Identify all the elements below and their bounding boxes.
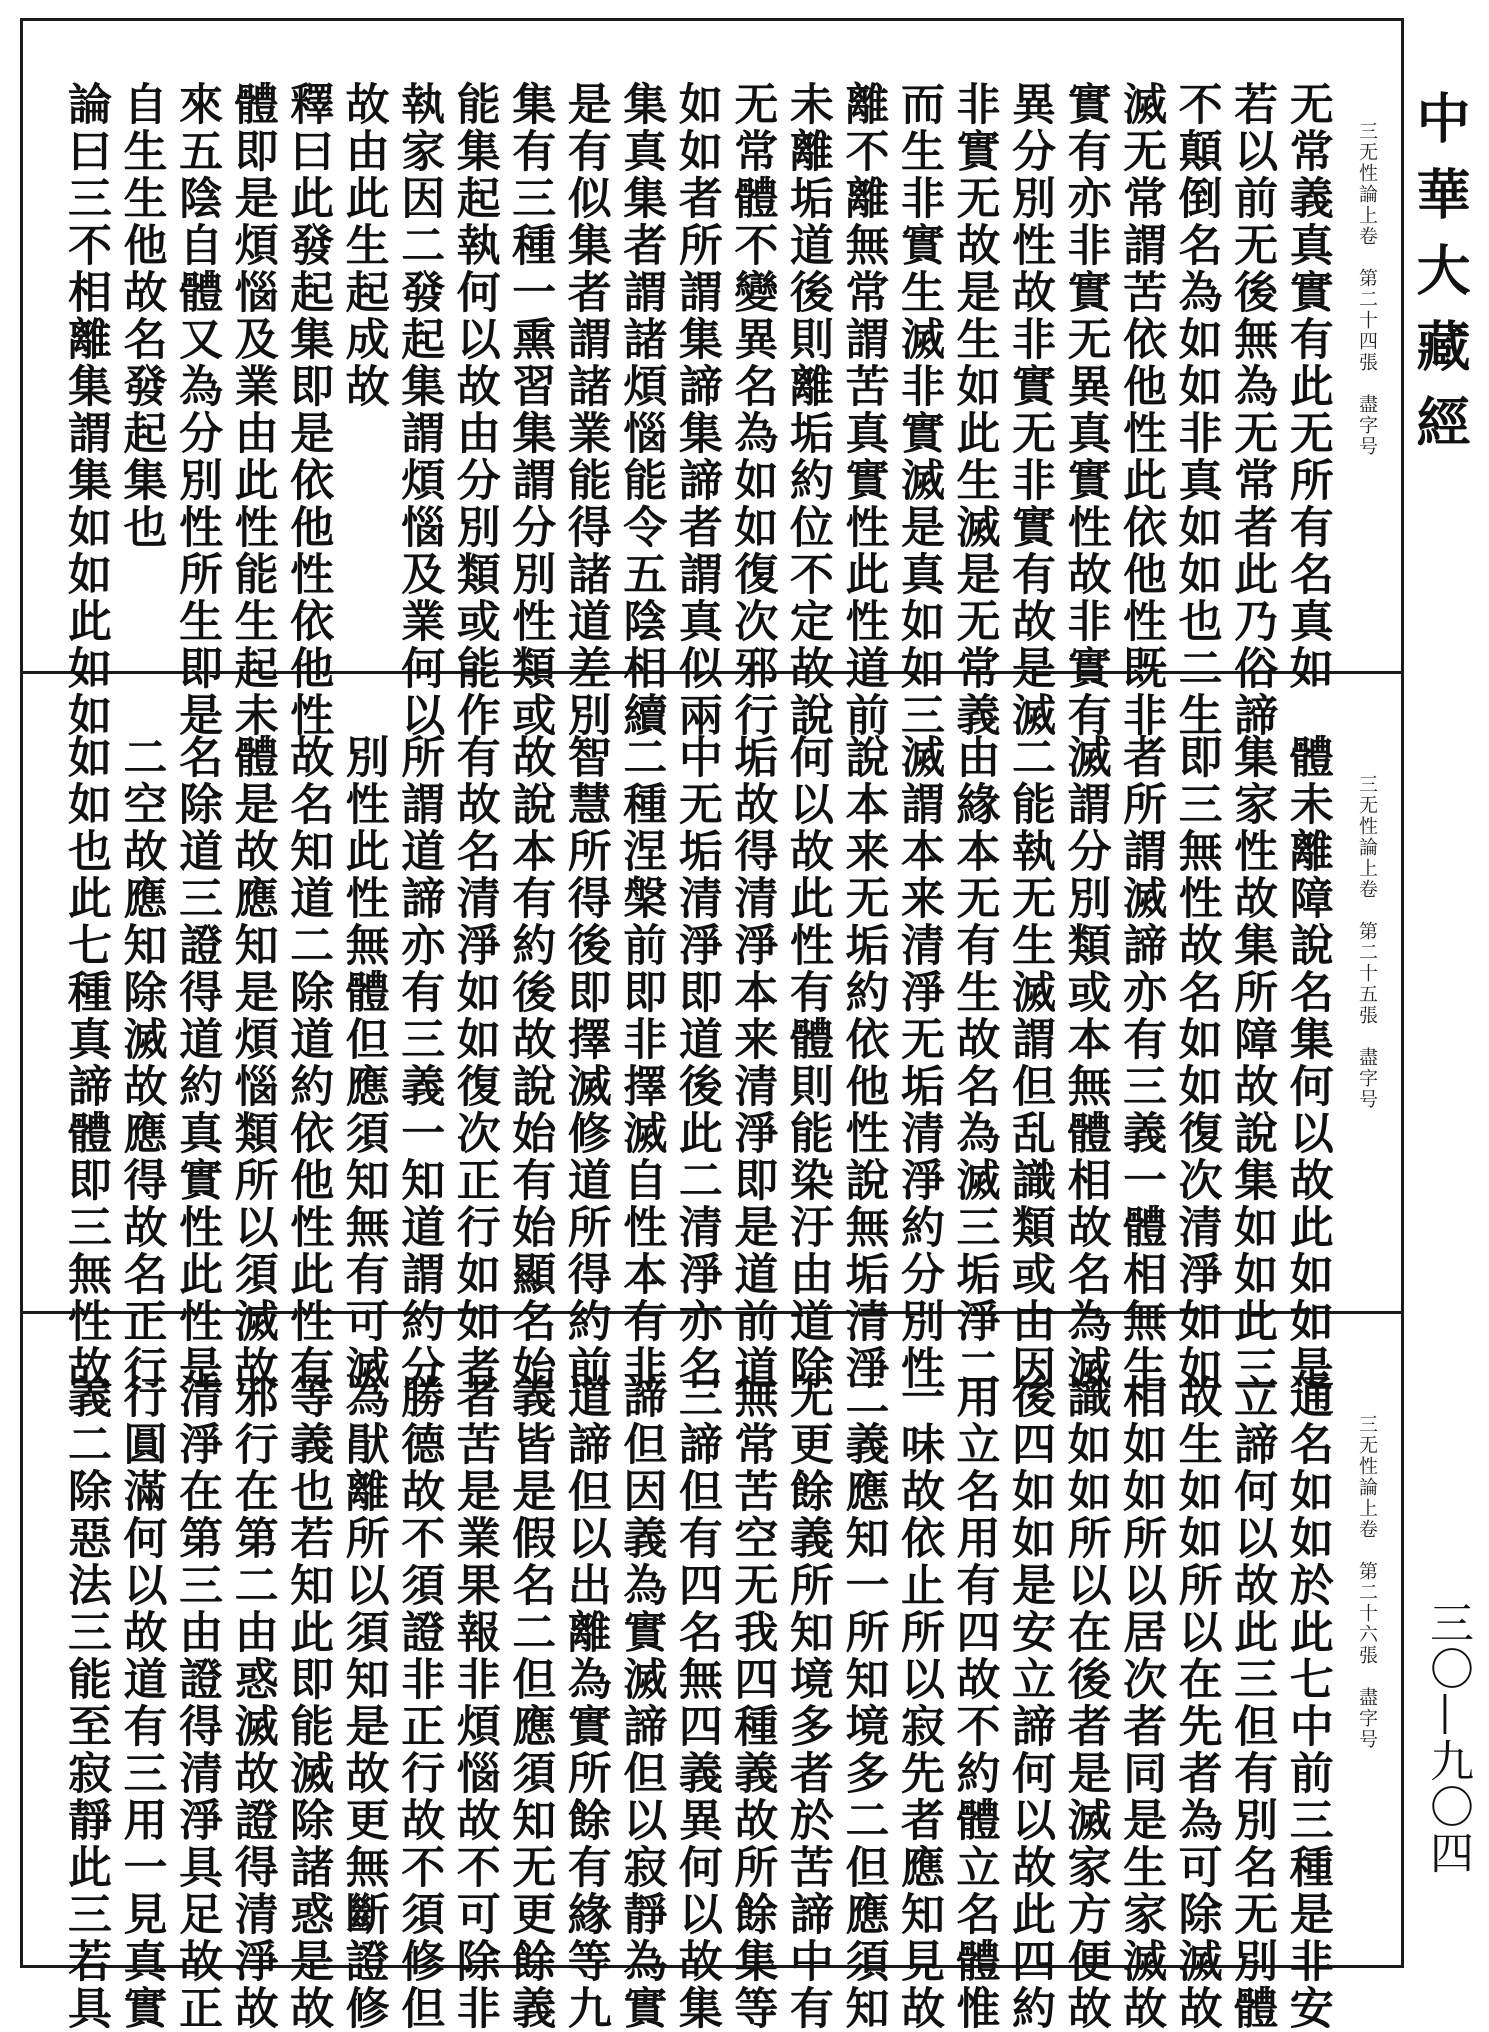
text-column: 為猒離所以須知是故更無斷證修 [337, 1374, 389, 2032]
text-column: 清淨在第三由證得清淨具足故正 [171, 1374, 223, 2032]
text-column: 無常苦空无我四種義故所餘集等 [726, 1374, 778, 2032]
text-column: 能集起執何以故由分別類或能作 [448, 81, 500, 739]
text-column: 集真集者謂諸煩惱能令五陰相續 [615, 81, 667, 739]
text-column: 別性此性無體但應須知無有可滅 [337, 734, 389, 1392]
text-column: 垢故得清淨本来清淨即是道前道 [726, 734, 778, 1392]
text-column: 後四如如是安立諦何以故此四約 [1004, 1374, 1056, 2032]
text-column: 滅謂分別類或本無體相故名為滅 [1059, 734, 1111, 1392]
text-column: 二義應知一所知境多二但應須知 [837, 1374, 889, 2032]
text-column: 來五陰自體又為分別性所生即是 [171, 81, 223, 739]
text-column: 者苦是業果報非煩惱故不可除非 [448, 1374, 500, 2032]
text-column: 如如者所謂集諦集諦者謂真似兩 [670, 81, 722, 739]
text-column: 无更餘義所知境多者於苦諦中有 [781, 1374, 833, 2032]
text-column: 二能執无生滅謂但乱識類或由因 [1004, 734, 1056, 1392]
text-column: 名除道三證得道約真實性此性是 [171, 734, 223, 1392]
text-column: 有故名清淨如如復次正行如如者 [448, 734, 500, 1392]
text-column: 非實无故是生如此生滅是无常義 [948, 81, 1000, 739]
margin-note: 三无性論上卷 第二十五張 盡字号 [1356, 774, 1378, 1110]
text-column: 體未離障說名集何以故此如如是 [1281, 734, 1333, 1392]
text-panel-1 [23, 21, 1401, 739]
text-column: 无常義真實有此无所有名真如 [1281, 81, 1333, 692]
text-column: 故由此生起成故 [337, 81, 389, 410]
text-column: 智慧所得後即擇滅修道所得約前 [559, 734, 611, 1392]
text-column: 三諦但有四名無四義異何以故集 [670, 1374, 722, 2032]
text-column: 義皆是假名二但應須知无更餘義 [504, 1374, 556, 2032]
text-column: 是有似集者謂諸業能得諸道差別 [559, 81, 611, 739]
text-column: 行圓滿何以故道有三用一見真實 [115, 1374, 167, 2032]
text-column: 故生如如所以在先者為可除滅故 [1170, 1374, 1222, 2032]
margin-note: 三无性論上卷 第二十四張 盡字号 [1356, 121, 1378, 457]
text-column: 相如如所以居次者同是生家滅故 [1115, 1374, 1167, 2032]
text-column: 滅謂本来清淨无垢清淨約分別性 [892, 734, 944, 1392]
text-column: 異分別性故非實无非實有故是滅 [1004, 81, 1056, 739]
text-column: 識如如所以在後者是滅家方便故 [1059, 1374, 1111, 2032]
text-column: 无常體不變異名為如如復次邪行 [726, 81, 778, 739]
text-column: 道諦但以出離為實所餘有緣等九 [559, 1374, 611, 2032]
text-column: 邪行在第二由惑滅故證得清淨故 [226, 1374, 278, 2032]
text-column: 若以前无後無為无常者此乃俗諦 [1226, 81, 1278, 739]
text-column: 說本来无垢約依他性說無垢清淨 [837, 734, 889, 1392]
text-column: 而生非實生滅非實滅是真如如三 [892, 81, 944, 739]
text-column: 集家性故集所障故說集如如此三 [1226, 734, 1278, 1392]
text-columns [60, 1374, 1333, 2032]
text-column: 體即是煩惱及業由此性能生起未 [226, 81, 278, 739]
text-column: 故名知道二除道約依他性此性有 [282, 734, 334, 1392]
text-column: 即三無性故名如如復次清淨如如 [1170, 734, 1222, 1392]
collection-title: 中華大藏經 [1408, 90, 1472, 470]
text-column: 由緣本无有生故名為滅三垢淨二 [948, 734, 1000, 1392]
text-column: 體是故應知是煩惱類所以須滅故 [226, 734, 278, 1392]
page-frame [20, 18, 1404, 2032]
text-column: 不顛倒名為如如非真如如也二生 [1170, 81, 1222, 739]
text-column: 所謂道諦亦有三義一知道謂約分 [393, 734, 445, 1392]
text-column: 何以故此性有體則能染汙由道除 [781, 734, 833, 1392]
text-columns [60, 734, 1333, 1392]
text-panel-3 [23, 1314, 1401, 2032]
text-column: 立諦何以故此三但有別名无別體 [1226, 1374, 1278, 2032]
text-column: 中无垢清淨即道後此二清淨亦名 [670, 734, 722, 1392]
text-column: 故說本有約後故說始有始顯名始 [504, 734, 556, 1392]
text-column: 自生生他故名發起集也 [115, 81, 167, 551]
text-panel-2 [23, 674, 1401, 1392]
text-column: 等義也若知此即能滅除諸惑是故 [282, 1374, 334, 2032]
text-column: 一味故依止所以寂先者應知見故 [892, 1374, 944, 2032]
text-column: 二種涅槃前即非擇滅自性本有非 [615, 734, 667, 1392]
text-column: 執家因二發起集謂煩惱及業何以 [393, 81, 445, 739]
text-column: 未離垢道後則離垢約位不定故說 [781, 81, 833, 739]
text-column: 諦但因義為實滅諦但以寂靜為實 [615, 1374, 667, 2032]
text-column: 通名如如於此七中前三種是非安 [1281, 1374, 1333, 2032]
page-number: 三〇—九〇四 [1422, 1600, 1473, 1876]
text-column: 勝德故不須證非正行故不須修但 [393, 1374, 445, 2032]
text-columns [60, 81, 1333, 739]
text-column: 如如也此七種真諦體即三無性故 [60, 734, 111, 1392]
text-column: 論曰三不相離集謂集如如此如如 [60, 81, 111, 739]
text-column: 義二除惡法三能至寂靜此三若具 [60, 1374, 111, 2032]
text-column: 用立名用有四故不約體立名體惟 [948, 1374, 1000, 2032]
text-column: 二空故應知除滅故應得故名正行 [115, 734, 167, 1392]
text-column: 滅无常謂苦依他性此依他性既非 [1115, 81, 1167, 739]
text-column: 者所謂滅諦亦有三義一體相無生 [1115, 734, 1167, 1392]
text-column: 實有亦非實无異真實性故非實有 [1059, 81, 1111, 739]
text-column: 離不離無常謂苦真實性此性道前 [837, 81, 889, 739]
text-column: 釋曰此發起集即是依他性依他性 [282, 81, 334, 739]
margin-note: 三无性論上卷 第二十六張 盡字号 [1356, 1414, 1378, 1750]
text-column: 集有三種一熏習集謂分別性類或 [504, 81, 556, 739]
